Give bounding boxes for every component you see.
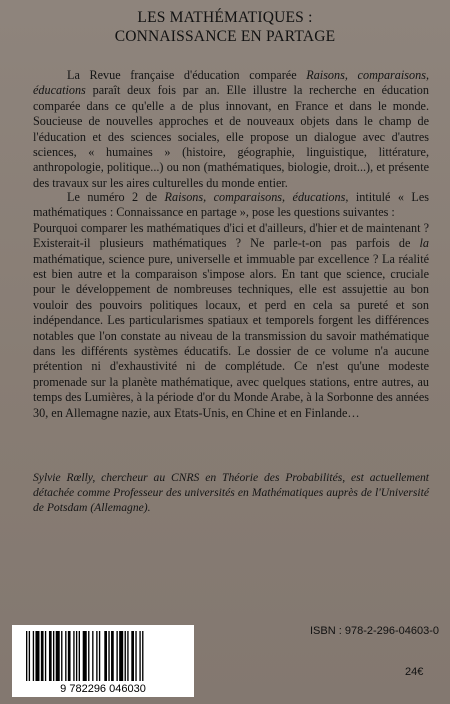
barcode-bar xyxy=(79,631,80,681)
book-title xyxy=(0,8,450,46)
issue-paragraph xyxy=(33,190,429,421)
journal-name: Raisons, comparaisons, éducations xyxy=(33,68,429,98)
barcode-bar xyxy=(76,631,77,681)
barcode xyxy=(12,625,194,697)
barcode-bar xyxy=(53,631,54,681)
issue-text-emphasis: la xyxy=(419,236,429,251)
barcode-bar xyxy=(56,631,60,681)
price: 24€ xyxy=(405,666,424,678)
barcode-bar xyxy=(29,631,30,681)
barcode-bar xyxy=(99,631,100,681)
barcode-bar xyxy=(26,631,27,681)
isbn: ISBN : 978-2-296-04603-0 xyxy=(310,625,440,637)
barcode-bar xyxy=(49,631,52,681)
barcode-bar xyxy=(68,631,71,681)
author-bio: Sylvie Rœlly, chercheur au CNRS en Théorie des Probabilités, est actuellement détachée comme Professeur des universités en Mathématiques auprès de l'Université de Potsdam (Allemagne). xyxy=(33,471,429,514)
intro-text-a: La Revue française d'éducation comparée xyxy=(67,68,307,82)
title-line-1: LES MATHÉMATIQUES : xyxy=(137,9,313,26)
barcode-bar xyxy=(33,631,34,681)
intro-paragraph xyxy=(33,68,429,191)
issue-text-d: Pourquoi comparer les mathématiques d'ici et d'ailleurs, d'hier et de maintenant ? Existerait-il plusieurs mathématiques ? Ne parle-t-on pas parfois de xyxy=(33,220,429,251)
barcode-bar xyxy=(108,631,109,681)
barcode-bar xyxy=(119,631,123,681)
barcode-bar xyxy=(35,631,39,681)
issue-text-f: mathématique, science pure, universelle et immuable par excellence ? La réalité est bien autre et la comparaison s'impose alors. En tant que science, cruciale pour le développement de nombreuses techniques, elle est assujettie au bon vouloir des pouvoirs politiques locaux, et perd en cela sa pureté et son indépendance. Les particularismes spatiaux et temporels forgent les différences notables que l'on constate au niveau de la transmission du savoir mathématique dans les différents systèmes éducatifs. Le dossier de ce volume n'a aucune prétention ni d'exhaustivité ni de complétude. Ce n'est qu'une modeste promenade sur la planète mathématique, avec quelques stations, entre autres, au temps des Lumières, à la période d'or du Monde Arabe, à la Sorbonne des années 30, en Allemagne nazie, aux Etats-Unis, en Chine et en Finlande… xyxy=(33,251,429,420)
barcode-bar xyxy=(131,631,134,681)
barcode-bars xyxy=(12,625,194,697)
barcode-bar xyxy=(83,631,87,681)
barcode-bar xyxy=(125,631,126,681)
barcode-bar xyxy=(135,631,136,681)
barcode-bar xyxy=(65,631,66,681)
barcode-bar xyxy=(142,631,143,681)
barcode-bar xyxy=(96,631,97,681)
intro-text-c: paraît deux fois par an. Elle illustre la recherche en éducation comparée dans ce qu'elle a de plus innovant, en France et dans le monde. Soucieuse de nouvelles approches et de nouveaux objets dans le champ de l'éducation et des sciences sociales, elle propose un dialogue avec d'autres sciences, « humaines » (histoire, géographie, linguistique, littérature, anthropologie, politique...) ou non (mathématiques, biologie, droit...), et présente des travaux sur les aires culturelles du monde entier. xyxy=(33,83,429,190)
title-line-2: CONNAISSANCE EN PARTAGE xyxy=(114,28,336,45)
barcode-bar xyxy=(116,631,117,681)
barcode-bar xyxy=(45,631,46,681)
barcode-bar xyxy=(73,631,74,681)
issue-text-c: , intitulé « Les mathématiques : Connaissance en partage », pose les questions suivantes : xyxy=(33,190,429,220)
barcode-bar xyxy=(111,631,114,681)
journal-name-2: Raisons, comparaisons, éducations xyxy=(164,190,346,204)
barcode-bar xyxy=(92,631,93,681)
barcode-bar xyxy=(139,631,140,681)
barcode-bar xyxy=(41,631,44,681)
issue-text-a: Le numéro 2 de xyxy=(67,190,165,204)
barcode-bar xyxy=(61,631,62,681)
barcode-bar xyxy=(127,631,128,681)
barcode-bar xyxy=(104,631,107,681)
barcode-digits: 9 782296 046030 xyxy=(60,683,146,695)
barcode-bar xyxy=(88,631,89,681)
